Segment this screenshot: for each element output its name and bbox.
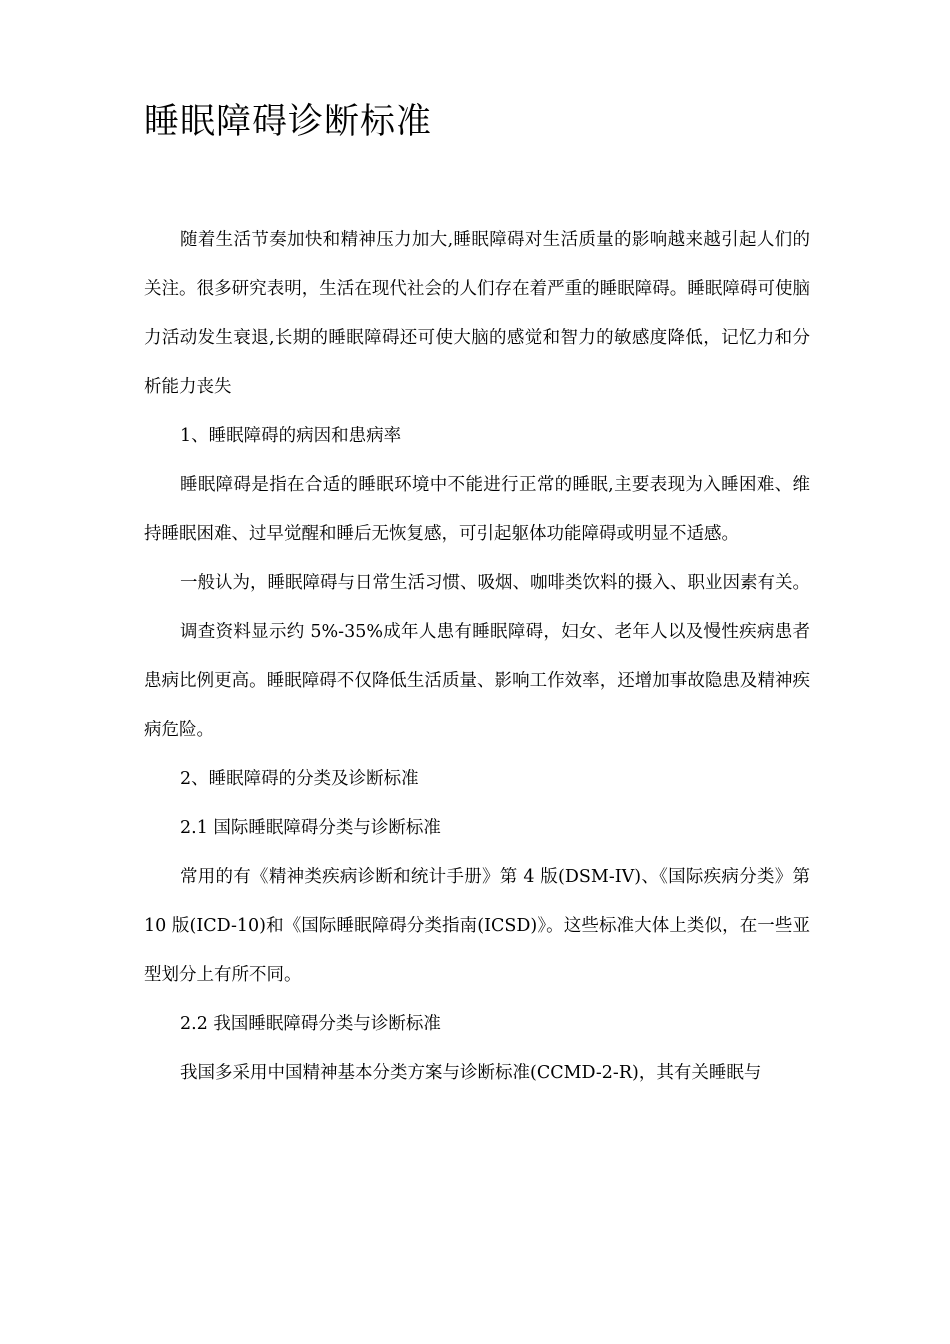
paragraph-international-standards: 常用的有《精神类疾病诊断和统计手册》第 4 版(DSM-IV)、《国际疾病分类》第 10 版(ICD-10)和《国际睡眠障碍分类指南(ICSD)》。这些标准大体上类似，在一些亚型划分上有所不同。: [144, 867, 810, 985]
section-heading-1: 1、睡眠障碍的病因和患病率: [180, 426, 402, 446]
paragraph-prevalence: 调查资料显示约 5%-35%成年人患有睡眠障碍，妇女、老年人以及慢性疾病患者患病比例更高。睡眠障碍不仅降低生活质量、影响工作效率，还增加事故隐患及精神疾病危险。: [144, 622, 810, 740]
document-title: 睡眠障碍诊断标准: [144, 102, 433, 142]
section-heading-2: 2、睡眠障碍的分类及诊断标准: [180, 769, 419, 789]
subsection-heading-2-1: 2.1 国际睡眠障碍分类与诊断标准: [180, 818, 441, 838]
subsection-heading-2-2: 2.2 我国睡眠障碍分类与诊断标准: [180, 1014, 441, 1034]
document-body: [144, 216, 810, 1098]
paragraph-china-standards: 我国多采用中国精神基本分类方案与诊断标准(CCMD-2-R)，其有关睡眠与: [180, 1063, 762, 1083]
paragraph-definition: 睡眠障碍是指在合适的睡眠环境中不能进行正常的睡眠,主要表现为入睡困难、维持睡眠困难、过早觉醒和睡后无恢复感，可引起躯体功能障碍或明显不适感。: [144, 475, 810, 544]
paragraph-causes: 一般认为，睡眠障碍与日常生活习惯、吸烟、咖啡类饮料的摄入、职业因素有关。: [180, 573, 810, 593]
paragraph-intro: 随着生活节奏加快和精神压力加大,睡眠障碍对生活质量的影响越来越引起人们的关注。很多研究表明，生活在现代社会的人们存在着严重的睡眠障碍。睡眠障碍可使脑力活动发生衰退,长期的睡眠障碍还可使大脑的感觉和智力的敏感度降低，记忆力和分析能力丧失: [144, 230, 810, 397]
